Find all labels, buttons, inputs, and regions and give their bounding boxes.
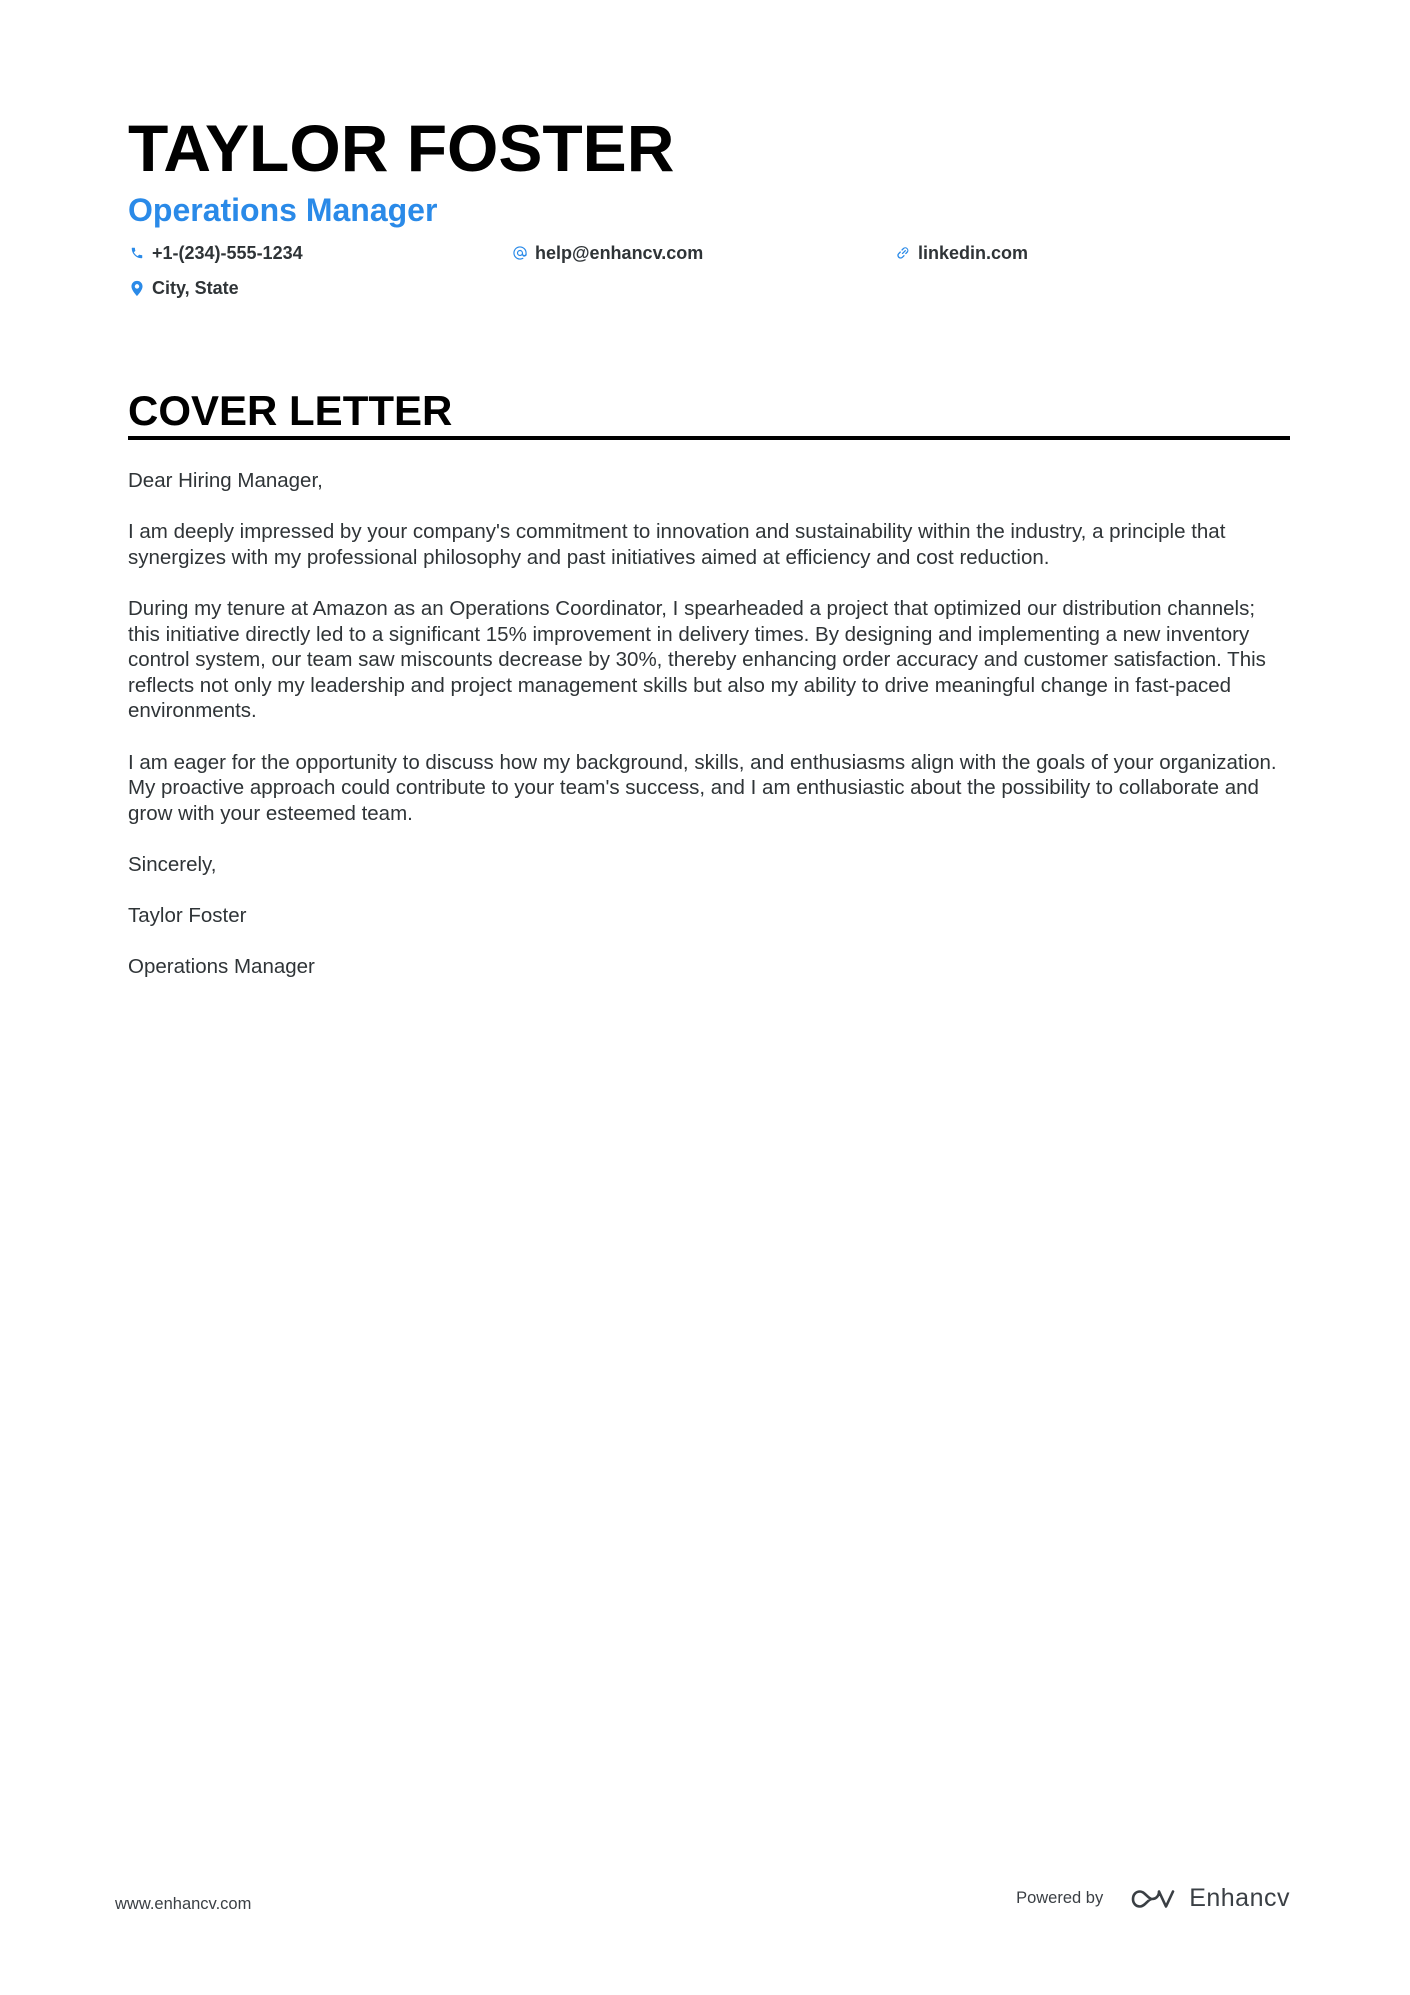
signature-name: Taylor Foster <box>128 904 247 928</box>
link-icon <box>894 244 912 262</box>
letter-paragraph: I am eager for the opportunity to discuss how my background, skills, and enthusiasms align with the goals of your organization. My proactive approach could contribute to your team's success, and I am enthusiastic about the possibility to collaborate and grow with your esteemed team. <box>128 750 1277 825</box>
contact-link[interactable] <box>894 241 1028 265</box>
link-text: linkedin.com <box>918 243 1029 263</box>
letter-closing: Sincerely, <box>128 852 217 876</box>
contact-phone <box>128 241 303 265</box>
footer-website[interactable]: www.enhancv.com <box>115 1895 252 1913</box>
contact-location <box>128 276 239 300</box>
at-icon <box>511 244 529 262</box>
job-title: Operations Manager <box>128 192 438 228</box>
email-text: help@enhancv.com <box>535 243 704 263</box>
footer-branding[interactable] <box>1016 1884 1290 1913</box>
section-title: COVER LETTER <box>128 387 453 434</box>
brand-name: Enhancv <box>1189 1884 1290 1912</box>
location-text: City, State <box>152 278 239 298</box>
signature-title: Operations Manager <box>128 955 315 979</box>
letter-greeting: Dear Hiring Manager, <box>128 469 323 492</box>
phone-icon <box>128 244 146 262</box>
letter-paragraph: I am deeply impressed by your company's commitment to innovation and sustainability within the industry, a principle that synergizes with my professional philosophy and past initiatives aimed at efficiency and cost reduction. <box>128 520 1226 569</box>
letter-body <box>128 468 1290 1005</box>
enhancv-logo-icon <box>1129 1886 1177 1912</box>
contact-email[interactable] <box>511 241 703 265</box>
phone-text: +1-(234)-555-1234 <box>152 243 303 263</box>
letter-paragraph: During my tenure at Amazon as an Operations Coordinator, I spearheaded a project that optimized our distribution channels; this initiative directly led to a significant 15% improvement in delivery times. By designing and implementing a new inventory control system, our team saw miscounts decrease by 30%, thereby enhancing order accuracy and customer satisfaction. This reflects not only my leadership and project management skills but also my ability to drive meaningful change in fast-paced environments. <box>128 596 1266 723</box>
location-pin-icon <box>128 279 146 297</box>
candidate-name: TAYLOR FOSTER <box>128 111 675 185</box>
powered-by-label: Powered by <box>1016 1889 1104 1907</box>
section-divider <box>128 436 1290 440</box>
